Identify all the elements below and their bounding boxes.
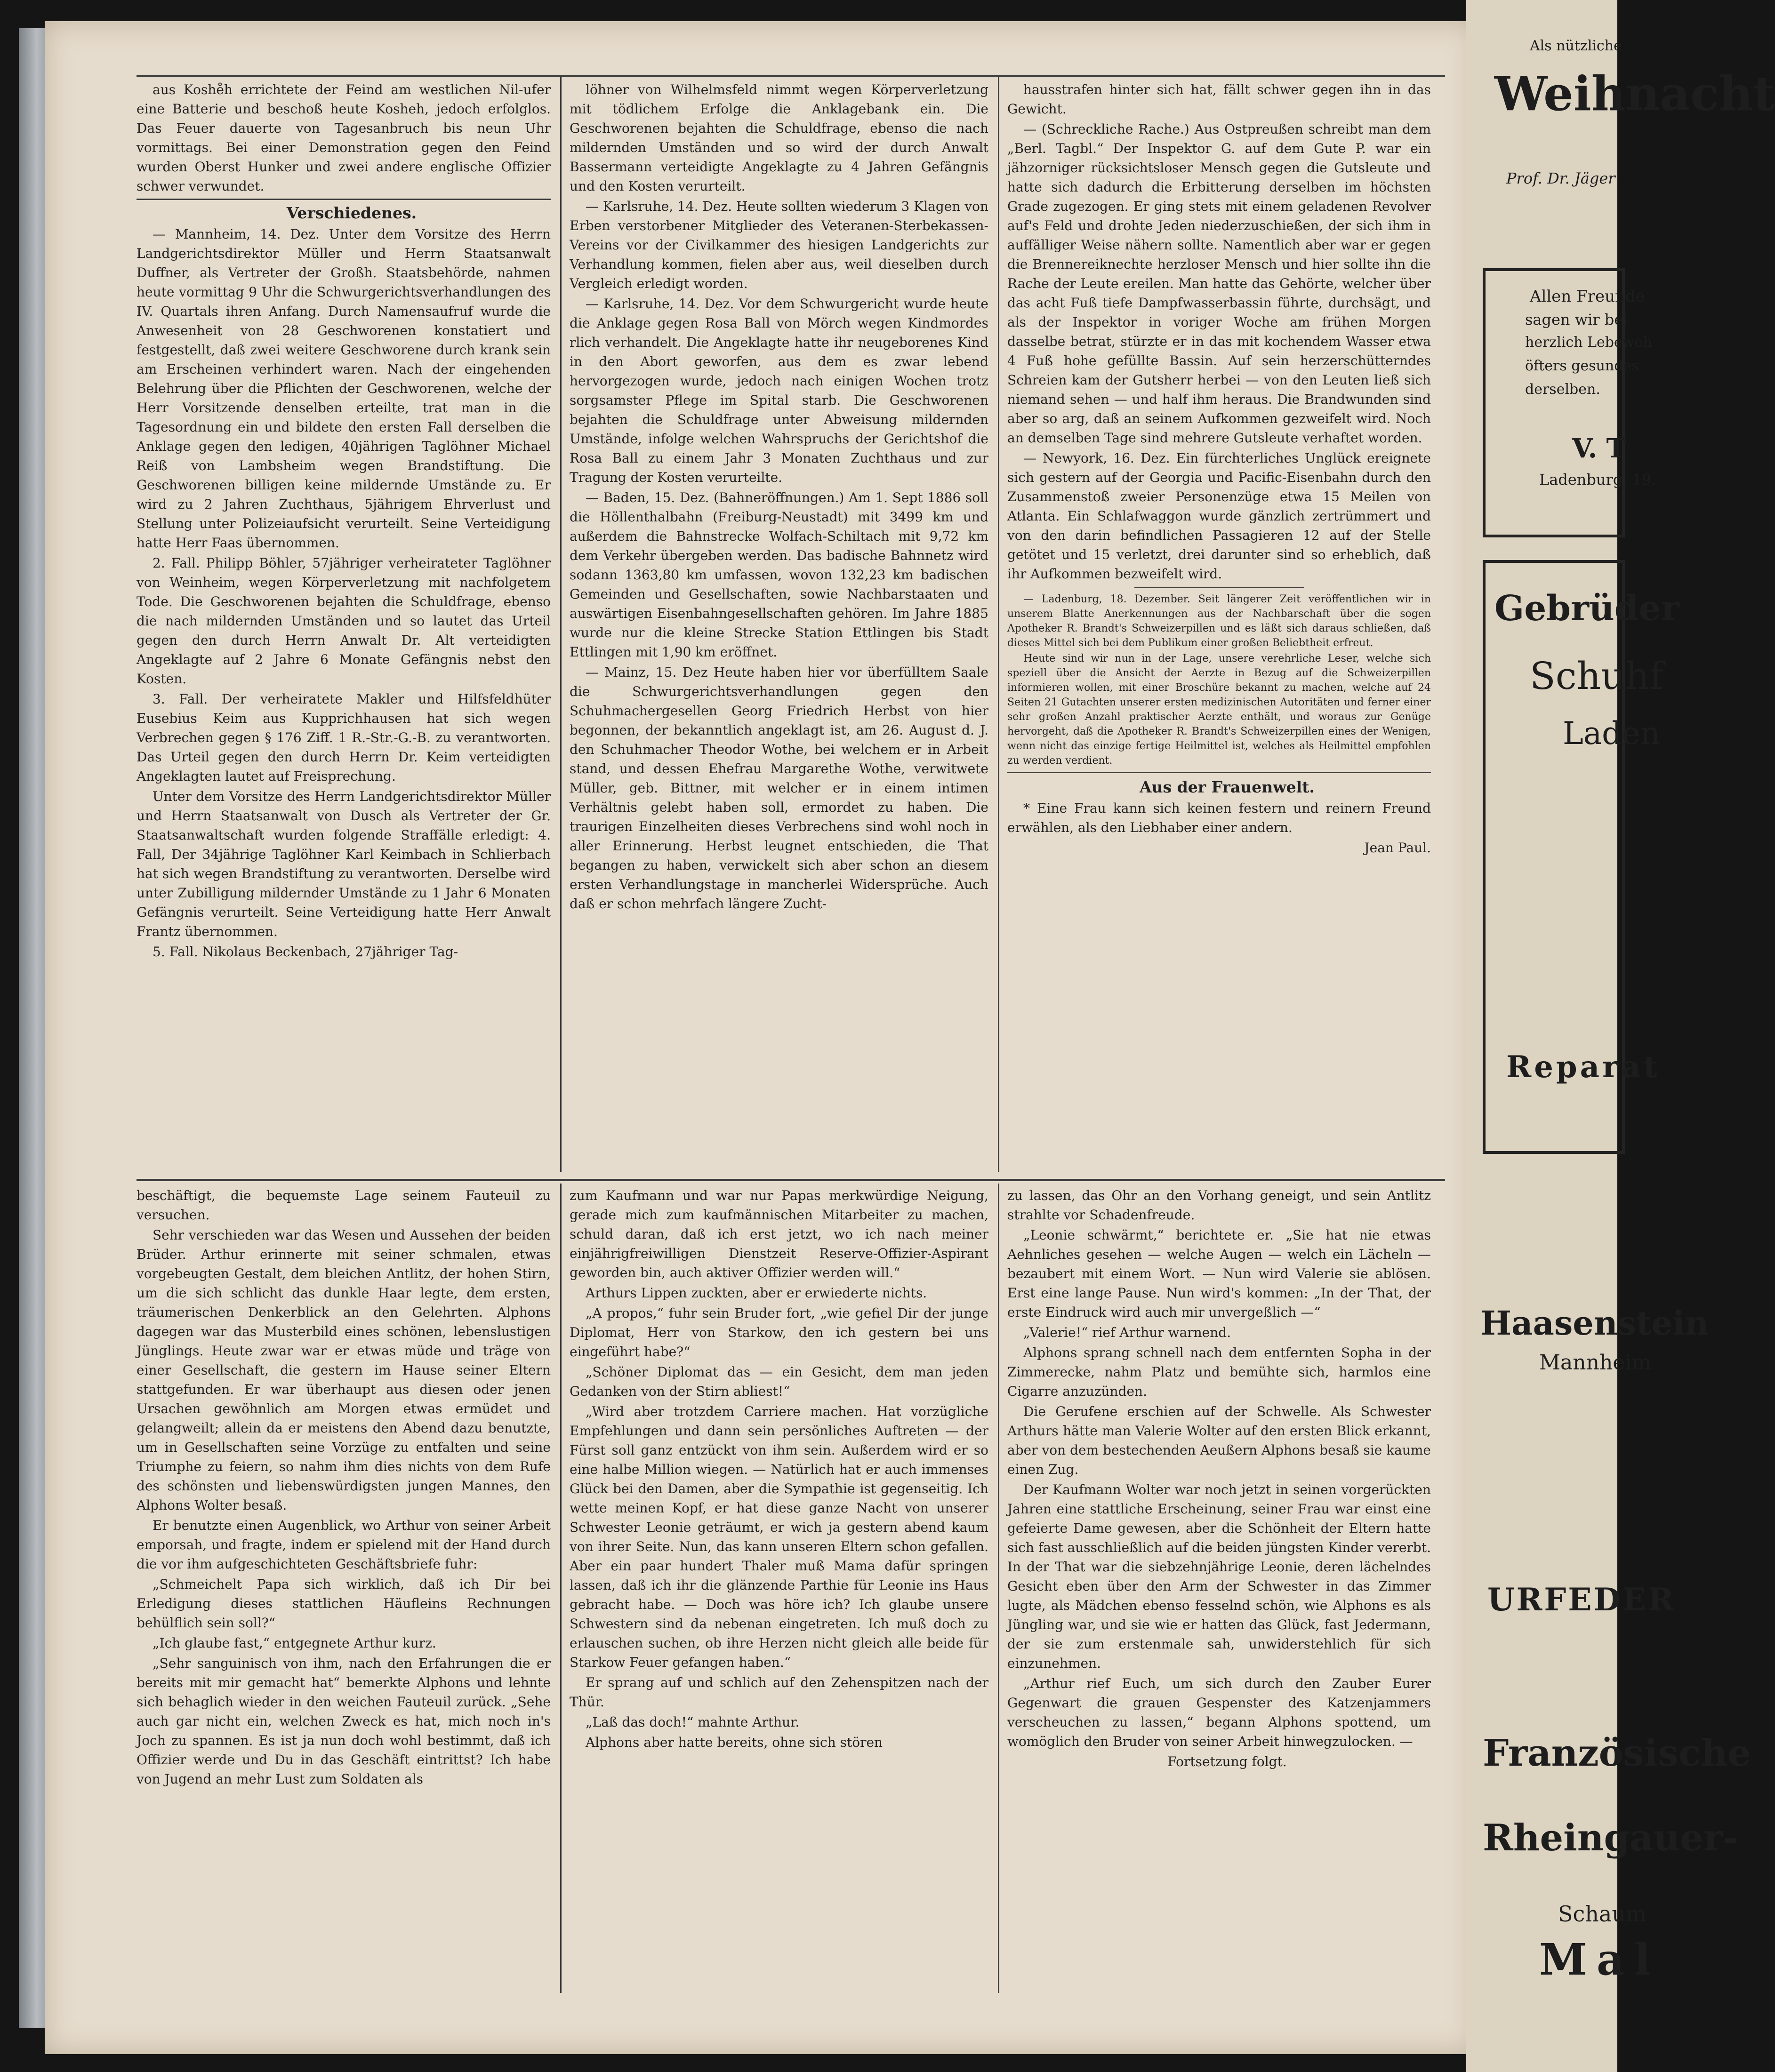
column-divider-3 xyxy=(560,1184,562,1993)
story-paragraph: Der Kaufmann Wolter war noch jetzt in seinen vorgerückten Jahren eine stattliche Erscheinung, seiner Frau war einst eine gefeierte Dame gewesen, aber die Schönheit der Eltern hatte sich fast ausschließlich auf die beiden jüngsten Kinder vererbt. In der That war die siebzehnjährige Leonie, deren lächelndes Gesicht eben über den Arm der Schwester in das Zimmer lugte, als Mädchen ebenso fesselnd schön, wie Alphons es als Jüngling war, und sie wie er hatten das Glück, fast Jedermann, der sie zum erstenmale sah, unwiderstehlich für sich einzunehmen. xyxy=(1007,1482,1431,1671)
article-paragraph: — Newyork, 16. Dez. Ein fürchterliches Unglück ereignete sich gestern auf der Georgia und Pacific-Eisenbahn durch den Zusammenstoß zweier Personenzüge etwa 15 Meilen von Atlanta. Ein Schlafwaggon wurde gänzlich zertrümmert und von den darin befindlichen Passagieren 12 auf der Stelle getötet und 15 verletzt, drei darunter sind so erheblich, daß ihr Aufkommen bezweifelt wird. xyxy=(1007,450,1431,582)
story-paragraph: „A propos,“ fuhr sein Bruder fort, „wie gefiel Dir der junge Diplomat, Herr von Starkow, den ich gestern bei uns eingeführt habe?“ xyxy=(570,1305,988,1360)
article-paragraph: — Ladenburg, 18. Dezember. Seit längerer Zeit veröffentlichen wir in unserem Blatte Anerkennungen aus der Nachbarschaft über die sogen Apotheker R. Brandt's Schweizerpillen und es läßt sich daraus schließen, daß dieses Mittel sich bei dem Publikum einer großen Beliebtheit erfreut. xyxy=(1007,593,1431,649)
ad-fragment: derselben. xyxy=(1525,381,1600,398)
article-paragraph: 2. Fall. Philipp Böhler, 57jähriger verheirateter Taglöhner von Weinheim, wegen Körperverletzung mit nachfolgetem Tode. Die Geschworenen bejahten die Schuldfrage, ebenso die nach mildernden Umständen und so lautet das Urteil gegen den durch Herrn Anwalt Dr. Alt verteidigten Angeklagte auf 2 Jahre 6 Monate Gefängnis nebst den Kosten. xyxy=(137,555,551,687)
article-paragraph: aus Koshe̊h errichtete der Feind am westlichen Nil-ufer eine Batterie und beschoß heute Kosheh, jedoch erfolglos. Das Feuer dauerte von Tagesanbruch bis neun Uhr vormittags. Bei einer Demonstration gegen den Feind wurden Oberst Hunker und zwei andere englische Offizier schwer verwundet. xyxy=(137,82,551,194)
article-paragraph: 3. Fall. Der verheiratete Makler und Hilfsfeldhüter Eusebius Keim aus Kupprichhausen hat sich wegen Verbrechen gegen § 176 Ziff. 1 R.-Str.-G.-B. zu verantworten. Das Urteil gegen den durch Herrn Dr. Keim verteidigten Angeklagten lautet auf Freisprechung. xyxy=(137,691,551,784)
story-paragraph: „Valerie!“ rief Arthur warnend. xyxy=(1023,1325,1231,1340)
story-paragraph: Alphons sprang schnell nach dem entfernten Sopha in der Zimmerecke, nahm Platz und bemühte sich, harmlos eine Cigarre anzuzünden. xyxy=(1007,1345,1431,1399)
article-column-top-left xyxy=(137,80,551,1172)
story-paragraph: „Laß das doch!“ mahnte Arthur. xyxy=(586,1714,800,1730)
column-divider-1 xyxy=(560,75,562,1172)
section-heading-verschiedenes: Verschiedenes. xyxy=(286,204,417,222)
ad-fragment: Als nützliche xyxy=(1530,38,1622,54)
ad-fragment: Weihnacht xyxy=(1494,66,1775,121)
heading-rule xyxy=(1007,772,1431,773)
article-paragraph: löhner von Wilhelmsfeld nimmt wegen Körperverletzung mit tödlichem Erfolge die Anklagebank ein. Die Geschworenen bejahten die Schuldfrage, ebenso die nach mildernden Umständen und so wird der durch Anwalt Bassermann verteidigte Angeklagte zu 4 Jahren Gefängnis und den Kosten verurteilt. xyxy=(570,82,988,194)
story-paragraph: zum Kaufmann und war nur Papas merkwürdige Neigung, gerade mich zum kaufmännischen Mitarbeiter zu machen, schuld daran, daß ich erst jetzt, wo ich nach meiner einjährigfreiwilligen Dienstzeit Reserve-Offizier-Aspirant geworden bin, auch aktiver Offizier werden will.“ xyxy=(570,1188,988,1280)
ad-fragment: Mal xyxy=(1539,1934,1660,1985)
ad-fragment: Schaum xyxy=(1558,1901,1646,1927)
ad-fragment: Laden xyxy=(1563,715,1660,752)
ad-fragment: öfters gesundes xyxy=(1525,358,1639,374)
article-paragraph: — Baden, 15. Dez. (Bahneröffnungen.) Am 1. Sept 1886 soll die Höllenthalbahn (Freiburg-Neustadt) mit 3499 km und außerdem die Bahnstrecke Wolfach-Schiltach mit 9,72 km dem Verkehr übergeben werden. Das badische Bahnnetz wird sodann 1363,80 km umfassen, wovon 132,23 km badischen Gemeinden und Gesellschaften, sowie Nachbarstaaten und auswärtigen Eisenbahngesellschaften gehören. Im Jahre 1885 wurde nur die kleine Strecke Station Ettlingen bis Stadt Ettlingen mit 1,90 km eröffnet. xyxy=(570,490,988,660)
article-paragraph: hausstrafen hinter sich hat, fällt schwer gegen ihn in das Gewicht. xyxy=(1007,82,1431,117)
ad-fragment: Haasenstein xyxy=(1480,1304,1709,1343)
article-paragraph: — (Schreckliche Rache.) Aus Ostpreußen schreibt man dem „Berl. Tagbl.“ Der Inspektor G. auf dem Gute P. war ein jähzorniger rücksichtsloser Mensch gegen die Gutsleute und hatte sich dadurch die Erbitterung derselben im höchsten Grade zugezogen. Er ging stets mit einem geladenen Revolver auf's Feld und drohte Jeden niederzuschießen, der sich ihm in auffälliger Weise nähern sollte. Namentlich aber war er gegen die Brennereiknechte herzloser Mensch und hier sollte ihn die Rache der Leute ereilen. Man hatte das Gehörte, welcher über das acht Fuß tiefe Dampfwasserbassin führte, durchsägt, und als der Inspektor in voriger Woche am frühen Morgen dasselbe betrat, stürzte er in das mit kochendem Wasser etwa 4 Fuß hohe gefüllte Bassin. Auf sein herzerschütterndes Schreien kam der Gutsherr herbei — von den Leuten ließ sich niemand sehen — und half ihm heraus. Die Brandwunden sind aber so arg, daß an seinem Aufkommen gezweifelt wird. Noch an demselben Tage sind mehrere Gutsleute verhaftet worden. xyxy=(1007,121,1431,446)
column-divider-4 xyxy=(998,1184,999,1993)
ad-fragment: Ladenburg, 19. xyxy=(1539,471,1656,488)
heading-rule xyxy=(137,199,551,200)
story-paragraph: zu lassen, das Ohr an den Vorhang geneigt, und sein Antlitz strahlte vor Schadenfreude. xyxy=(1007,1188,1431,1223)
ad-fragment: sagen wir bei xyxy=(1525,311,1628,328)
continuation-note: Fortsetzung folgt. xyxy=(1167,1754,1287,1769)
story-paragraph: „Wird aber trotzdem Carriere machen. Hat vorzügliche Empfehlungen und dann sein persönliches Auftreten — der Fürst soll ganz entzückt von ihm sein. Außerdem wird er so eine halbe Million wiegen. — Natürlich hat er auch immenses Glück bei den Damen, aber die Sympathie ist gegenseitig. Ich wette meinen Kopf, er hat diese ganze Nacht von unserer Schwester Leonie geträumt, er wich ja gestern abend kaum von ihrer Seite. Nun, das kann unseren Eltern schon gefallen. Aber ein paar hundert Thaler muß Mama dafür springen lassen, daß ich ihr die glänzende Parthie für Leonie ins Haus gebracht habe. — Doch was höre ich? Ich glaube unsere Schwestern sind da nebenan eingetreten. Ich muß doch zu erlauschen suchen, ob ihre Herzen nicht gleich alle beide für Starkow Feuer gefangen haben.“ xyxy=(570,1404,988,1670)
column-rule xyxy=(1134,587,1304,588)
ad-fragment: herzlich Lebewoh xyxy=(1525,334,1652,351)
article-paragraph: 5. Fall. Nikolaus Beckenbach, 27jähriger Tag- xyxy=(153,944,458,960)
ad-fragment: Prof. Dr. Jäger xyxy=(1506,169,1615,187)
story-column-bottom-left xyxy=(137,1186,551,1995)
story-paragraph: Er benutzte einen Augenblick, wo Arthur von seiner Arbeit emporsah, und fragte, indem er spielend mit der Hand durch die vor ihm aufgeschichteten Geschäftsbriefe fuhr: xyxy=(137,1518,551,1572)
ad-fragment: Mannheim xyxy=(1539,1351,1652,1375)
article-column-top-middle xyxy=(570,80,988,1172)
story-paragraph: „Sehr sanguinisch von ihm, nach den Erfahrungen die er bereits mit mir gemacht hat“ bemerkte Alphons und lehnte sich behaglich wieder in den weichen Fauteuil zurück. „Sehe auch gar nicht ein, welchen Zweck es hat, mich noch in's Joch zu spannen. Es ist ja nun doch wohl bestimmt, daß ich Offizier werde und Du in das Geschäft eintrittst? Ich habe von Jugend an mehr Lust zum Soldaten als xyxy=(137,1656,551,1787)
quote-author: Jean Paul. xyxy=(1364,840,1431,856)
top-rule xyxy=(137,75,1445,77)
story-paragraph: „Schmeichelt Papa sich wirklich, daß ich Dir bei Erledigung dieses stattlichen Häufleins Rechnungen behülflich sein soll?“ xyxy=(137,1576,551,1631)
ad-fragment: Reparat xyxy=(1506,1049,1660,1085)
ad-fragment: Allen Freunde xyxy=(1530,287,1645,306)
ad-fragment: Gebrüder xyxy=(1494,588,1679,629)
section-heading-frauenwelt: Aus der Frauenwelt. xyxy=(1140,778,1315,796)
ad-fragment: Französische xyxy=(1483,1732,1751,1775)
story-paragraph: Die Gerufene erschien auf der Schwelle. Als Schwester Arthurs hätte man Valerie Wolter auf den ersten Blick erkannt, aber von dem bestechenden Aeußern Alphons besaß sie kaume einen Zug. xyxy=(1007,1404,1431,1477)
story-column-bottom-right xyxy=(1007,1186,1431,1995)
article-paragraph: Unter dem Vorsitze des Herrn Landgerichtsdirektor Müller und Herrn Staatsanwalt von Dusch als Vertreter der Gr. Staatsanwaltschaft wurden folgende Straffälle erledigt: 4. Fall, Der 34jährige Taglöhner Karl Keimbach in Schlierbach hat sich wegen Brandstiftung zu verantworten. Derselbe wird unter Zubilligung mildernder Umstände zu 1 Jahr 6 Monaten Gefängnis verurteilt. Seine Verteidigung hatte Herr Anwalt Frantz übernommen. xyxy=(137,789,551,939)
story-paragraph: „Arthur rief Euch, um sich durch den Zauber Eurer Gegenwart die grauen Gespenster des Katzenjammers verscheuchen zu lassen,“ begann Alphons spottend, um womöglich den Bruder von seiner Arbeit hinwegzulocken. — xyxy=(1007,1676,1431,1749)
story-paragraph: Sehr verschieden war das Wesen und Aussehen der beiden Brüder. Arthur erinnerte mit seiner schmalen, etwas vorgebeugten Gestalt, dem bleichen Antlitz, der hohen Stirn, um die sich schlicht das dunkle Haar legte, dem ersten, träumerischen Denkerblick an den Gelehrten. Alphons dagegen war das Musterbild eines schönen, lebenslustigen Jünglings. Heute zwar war er etwas müde und träge von einer Gesellschaft, die gestern im Hause seiner Eltern stattgefunden. Er war überhaupt aus diesen oder jenen Ursachen gewöhnlich am Morgen etwas ermüdet und gelangweilt; allein da er meistens den Abend dazu benutzte, um in Gesellschaften seine Vorzüge zu entfalten und seine Triumphe zu feiern, so nahm ihm dies nichts von dem Rufe des schönsten und liebenswürdigsten jungen Mannes, den Alphons Wolter besaß. xyxy=(137,1227,551,1513)
story-paragraph: „Leonie schwärmt,“ berichtete er. „Sie hat nie etwas Aehnliches gesehen — welche Augen — welch ein Lächeln — bezaubert mit einem Wort. — Nun wird Valerie sie ablösen. Erst eine lange Pause. Nun wird's kommen: „In der That, der erste Eindruck wird auch mir unvergeßlich —“ xyxy=(1007,1227,1431,1320)
column-divider-2 xyxy=(998,75,999,1172)
ad-box-thanks xyxy=(1483,268,1625,537)
story-paragraph: Alphons aber hatte bereits, ohne sich stören xyxy=(586,1735,883,1750)
article-paragraph: Heute sind wir nun in der Lage, unsere verehrliche Leser, welche sich speziell über die Ansicht der Aerzte in Bezug auf die Schweizerpillen informieren wollen, mit einer Broschüre bekannt zu machen, welche auf 24 Seiten 21 Gutachten unserer ersten medizinischen Autoritäten und ferner einer sehr großen Anzahl praktischer Aerzte enthält, und woraus zur Genüge hervorgeht, daß die Apotheker R. Brandt's Schweizerpillen eines der Wenigen, wenn nicht das einzige fertige Heilmittel ist, welches als Heilmittel empfohlen zu werden verdient. xyxy=(1007,653,1431,767)
story-column-bottom-middle xyxy=(570,1186,988,1995)
article-paragraph: — Mainz, 15. Dez Heute haben hier vor überfülltem Saale die Schwurgerichtsverhandlungen gegen den Schuhmachergesellen Georg Friedrich Herbst von hier begonnen, der bekanntlich angeklagt ist, am 26. August d. J. den Schuhmacher Theodor Wothe, bei welchem er in Arbeit stand, und dessen Ehefrau Margarethe Wothe, verwitwete Müller, geb. Bittner, mit welcher er in einem intimen Verhältnis gelebt haben soll, ermordet zu haben. Die traurigen Einzelheiten dieses Verbrechens sind wohl noch in aller Erinnerung. Herbst leugnet entschieden, die That begangen zu haben, verwickelt sich aber schon an diesem ersten Verhandlungstage in mancherlei Widersprüche. Auch daß er schon mehrfach längere Zucht- xyxy=(570,664,988,912)
article-paragraph: — Mannheim, 14. Dez. Unter dem Vorsitze des Herrn Landgerichtsdirektor Müller und Herrn Staatsanwalt Duffner, als Vertreter der Großh. Staatsbehörde, nahmen heute vormittag 9 Uhr die Schwurgerichtsverhandlungen des IV. Quartals ihren Anfang. Durch Namensaufruf wurde die Anwesenheit von 28 Geschworenen konstatiert und festgestellt, daß zwei weitere Geschworene durch krank sein am Erscheinen verhindert waren. Nach der eingehenden Belehrung über die Pflichten der Geschworenen, welche der Herr Vorsitzende denselben erteilte, trat man in die Tagesordnung ein und bildete den ersten Fall derselben die Anklage gegen den ledigen, 40jährigen Taglöhner Michael Reiß von Lambsheim wegen Brandstiftung. Die Geschworenen billigen keine mildernde Umstände zu. Er wird zu 2 Jahren Zuchthaus, 5jährigem Ehrverlust und Stellung unter Polizeiaufsicht verurteilt. Seine Verteidigung hatte Herr Faas übernommen. xyxy=(137,226,551,551)
section-divider xyxy=(137,1179,1445,1181)
ad-fragment: Rheingauer- xyxy=(1483,1816,1738,1859)
ad-fragment: V. T xyxy=(1572,433,1626,464)
ad-fragment: Schuhf xyxy=(1530,654,1663,698)
ad-fragment: URFEDER xyxy=(1487,1581,1676,1618)
story-paragraph: Er sprang auf und schlich auf den Zehenspitzen nach der Thür. xyxy=(570,1675,988,1710)
story-paragraph: „Ich glaube fast,“ entgegnete Arthur kurz. xyxy=(153,1635,436,1651)
story-paragraph: Arthurs Lippen zuckten, aber er erwiederte nichts. xyxy=(586,1285,927,1301)
article-column-top-right xyxy=(1007,80,1431,1172)
article-paragraph: * Eine Frau kann sich keinen festern und reinern Freund erwählen, als den Liebhaber einer andern. xyxy=(1007,800,1431,835)
story-paragraph: beschäftigt, die bequemste Lage seinem Fauteuil zu versuchen. xyxy=(137,1188,551,1223)
article-paragraph: — Karlsruhe, 14. Dez. Vor dem Schwurgericht wurde heute die Anklage gegen Rosa Ball von Mörch wegen Kindmordes rlich verhandelt. Die Angeklagte hatte ihr neugeborenes Kind in den Abort geworfen, aus dem es zwar lebend hervorgezogen wurde, jedoch nach einigen Wochen trotz sorgsamster Pflege im Spital starb. Die Geschworenen bejahten die Schuldfrage unter Abweisung mildernden Umstände, infolge welchen Wahrspruchs der Gerichtshof die Rosa Ball zu einem Jahr 3 Monaten Zuchthaus und zur Tragung der Kosten verurteilte. xyxy=(570,296,988,485)
story-paragraph: „Schöner Diplomat das — ein Gesicht, dem man jeden Gedanken von der Stirn abliest!“ xyxy=(570,1364,988,1399)
article-paragraph: — Karlsruhe, 14. Dez. Heute sollten wiederum 3 Klagen von Erben verstorbener Mitglieder des Veteranen-Sterbekassen-Vereins vor der Civilkammer des hiesigen Landgerichts zur Verhandlung kommen, fielen aber aus, weil dieselben durch Vergleich erledigt worden. xyxy=(570,199,988,291)
